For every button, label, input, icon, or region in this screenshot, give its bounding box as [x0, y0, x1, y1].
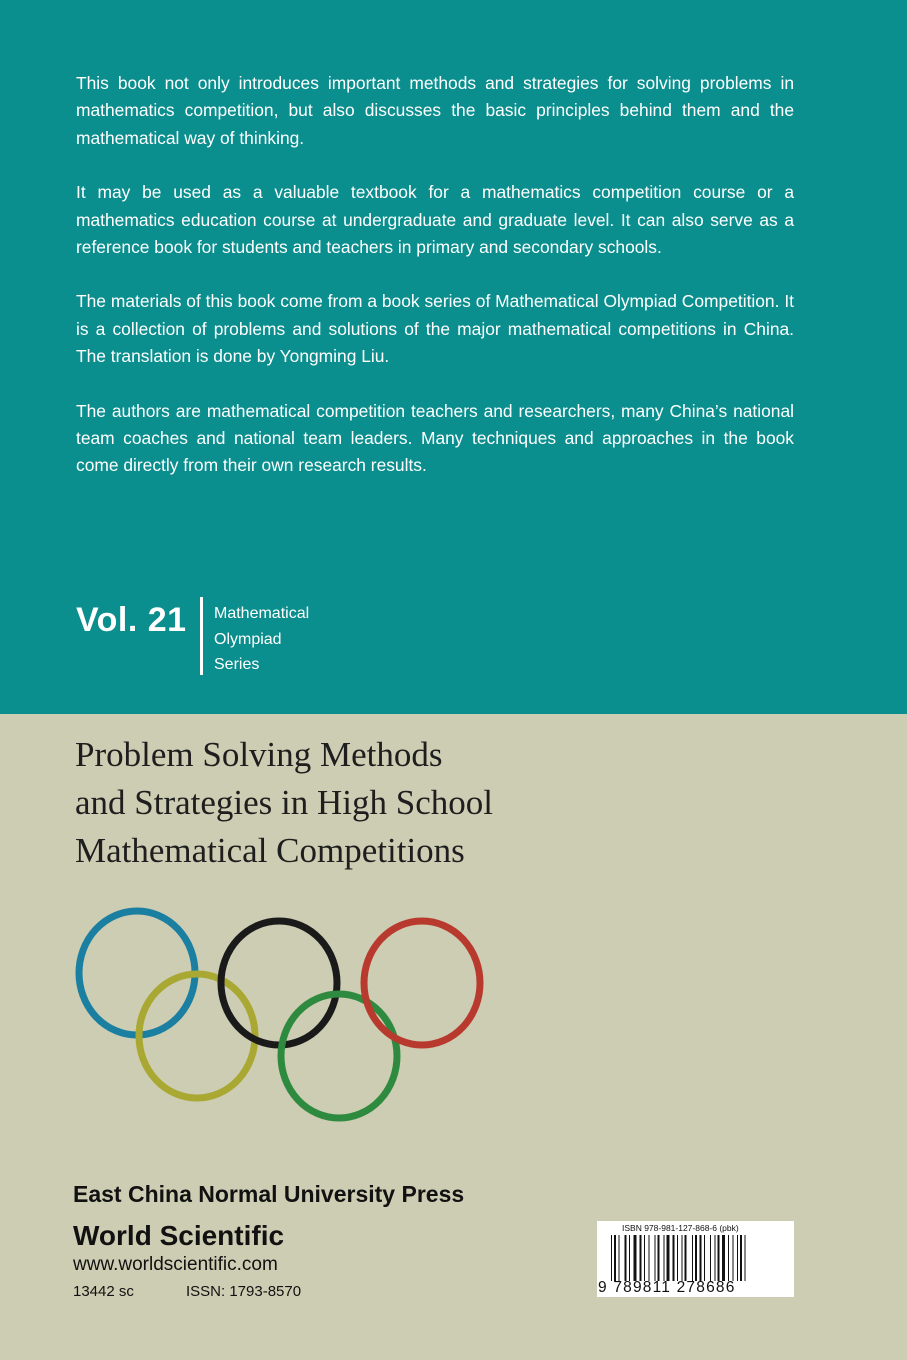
barcode-bar	[728, 1235, 729, 1281]
barcode-bar	[664, 1235, 665, 1281]
barcode-bar	[649, 1235, 650, 1281]
title-line-1: Problem Solving Methods	[75, 735, 443, 774]
imprint-name: World Scientific	[73, 1220, 285, 1251]
volume-divider	[200, 597, 203, 675]
barcode-label	[597, 1221, 794, 1297]
volume-label: Vol. 21	[76, 601, 187, 639]
ring-green	[281, 994, 397, 1118]
barcode-bar	[667, 1235, 670, 1281]
blurb-paragraph-2: It may be used as a valuable textbook for a mathematics competition course or a mathematics education course at undergraduate and graduate level. It can also serve as a reference book for students and teachers in primary and secondary schools.	[76, 182, 794, 258]
barcode-bar	[715, 1235, 716, 1281]
ring-black	[221, 921, 337, 1045]
blurb-paragraph-1: This book not only introduces important methods and strategies for solving problems in mathematics competition, but also discusses the basic principles behind them and the mathematical way of thinking.	[76, 73, 794, 148]
barcode-bar	[695, 1235, 697, 1281]
barcode-bar	[704, 1235, 705, 1281]
olympic-rings-illustration	[60, 900, 520, 1140]
barcode-bar	[737, 1235, 738, 1281]
isbn-text: ISBN 978-981-127-868-6 (pbk)	[622, 1223, 739, 1233]
barcode-bar	[634, 1235, 637, 1281]
barcode-bar	[640, 1235, 642, 1281]
barcode-bar	[658, 1235, 660, 1281]
product-code: 13442 sc	[73, 1283, 134, 1300]
book-title	[75, 731, 635, 875]
series-line-2: Olympiad	[214, 630, 282, 648]
barcode-bar	[644, 1235, 645, 1281]
title-line-3: Mathematical Competitions	[75, 831, 465, 870]
ring-yellow	[139, 974, 255, 1098]
back-cover-blurb	[76, 70, 794, 507]
ring-red	[364, 921, 480, 1045]
barcode-digits: 9 789811 278686	[598, 1279, 736, 1296]
barcode-bar	[733, 1235, 734, 1281]
series-line-3: Series	[214, 656, 260, 673]
barcode-bar	[619, 1235, 620, 1281]
blurb-paragraph-4: The authors are mathematical competition teachers and researchers, many China’s national team coaches and national team leaders. Many techniques and approaches in the book come directly from their own research results.	[76, 400, 794, 476]
title-line-2: and Strategies in High School	[75, 783, 494, 822]
barcode-bar	[685, 1235, 687, 1281]
ring-blue	[79, 911, 195, 1035]
issn-number: ISSN: 1793-8570	[186, 1283, 302, 1300]
barcode-bar	[692, 1235, 693, 1281]
barcode-bar	[611, 1235, 612, 1281]
barcode-bar	[722, 1235, 725, 1281]
blurb-paragraph-3: The materials of this book come from a book series of Mathematical Olympiad Competition. It is a collection of problems and solutions of the major mathematical competitions in China. The translation is done by Yongming Liu.	[76, 291, 794, 367]
publisher-url: www.worldscientific.com	[73, 1254, 278, 1275]
barcode-bar	[629, 1235, 630, 1281]
barcode-bar	[673, 1235, 675, 1281]
barcode-bars	[611, 1235, 787, 1281]
series-name	[214, 601, 309, 678]
barcode-bar	[655, 1235, 656, 1281]
barcode-bar	[625, 1235, 627, 1281]
barcode-bar	[745, 1235, 746, 1281]
barcode-bar	[710, 1235, 711, 1281]
barcode-bar	[682, 1235, 683, 1281]
publisher-name: East China Normal University Press	[73, 1181, 465, 1207]
barcode-bar	[740, 1235, 742, 1281]
series-line-1: Mathematical	[214, 605, 310, 622]
barcode-bar	[700, 1235, 702, 1281]
barcode-bar	[677, 1235, 678, 1281]
barcode-bar	[614, 1235, 616, 1281]
barcode-bar	[718, 1235, 720, 1281]
